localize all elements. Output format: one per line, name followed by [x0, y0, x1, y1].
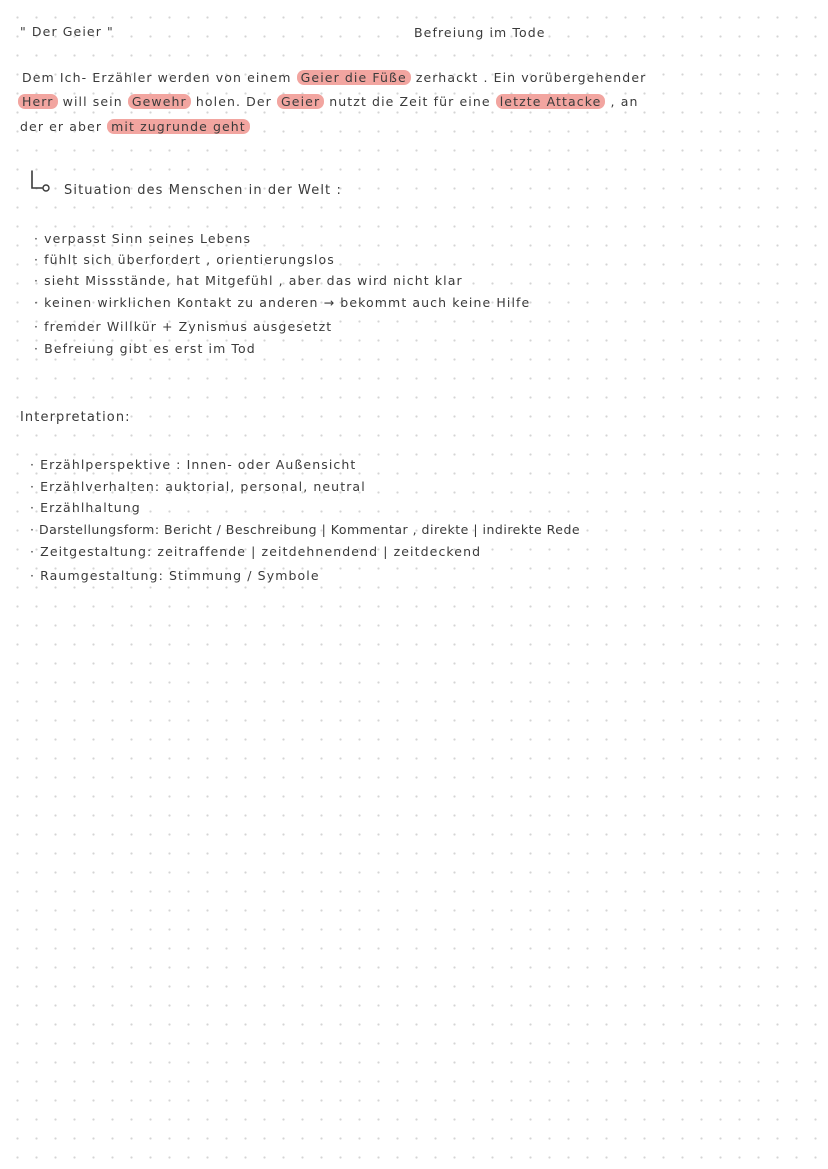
list-item-text: Befreiung gibt es erst im Tod [44, 341, 256, 356]
summary-text: will sein [62, 94, 128, 109]
list-item-text: verpasst Sinn seines Lebens [44, 231, 252, 246]
list-item-text: Darstellungsform: Bericht / Beschreibung | Kommentar , direkte | indirekte Rede [38, 522, 581, 537]
list-item: · Erzählhaltung [30, 500, 141, 515]
page-title: " Der Geier " [20, 24, 114, 39]
list-item: · Raumgestaltung: Stimmung / Symbole [30, 568, 320, 583]
highlight: Geier die Füße [297, 70, 411, 85]
list-item-text: sieht Missstände, hat Mitgefühl , aber das wird nicht klar [44, 273, 463, 288]
list-item: · Darstellungsform: Bericht / Beschreibung | Kommentar , direkte | indirekte Rede [30, 522, 581, 537]
list-item-text: fremder Willkür + Zynismus ausgesetzt [44, 319, 333, 334]
highlight: Geier [277, 94, 324, 109]
highlight: mit zugrunde geht [107, 119, 250, 134]
list-item-text: Erzählverhalten: auktorial, personal, neutral [40, 479, 366, 494]
list-item: · Befreiung gibt es erst im Tod [34, 341, 256, 356]
summary-text: zerhackt . Ein vorübergehender [415, 70, 647, 85]
list-item: · sieht Missstände, hat Mitgefühl , aber das wird nicht klar [34, 273, 463, 288]
summary-line-3 [20, 119, 250, 134]
list-item: · Erzählverhalten: auktorial, personal, neutral [30, 479, 366, 494]
list-item: · verpasst Sinn seines Lebens [34, 231, 252, 246]
page-subtitle: Befreiung im Tode [414, 25, 546, 40]
list-item: · fremder Willkür + Zynismus ausgesetzt [34, 319, 333, 334]
list-item: · Zeitgestaltung: zeitraffende | zeitdehnendend | zeitdeckend [30, 544, 482, 559]
highlight: letzte Attacke [496, 94, 606, 109]
list-item-text: Erzählhaltung [40, 500, 141, 515]
summary-line-1 [22, 70, 646, 85]
list-item-text: Zeitgestaltung: zeitraffende | zeitdehnendend | zeitdeckend [40, 544, 482, 559]
summary-text: , an [610, 94, 639, 109]
list-item-text: keinen wirklichen Kontakt zu anderen → bekommt auch keine Hilfe [44, 295, 531, 310]
hook-arrow-icon [26, 168, 56, 198]
list-item-text: fühlt sich überfordert , orientierungslos [44, 252, 335, 267]
situation-heading: Situation des Menschen in der Welt : [64, 183, 342, 198]
highlight: Gewehr [128, 94, 191, 109]
summary-text: Dem Ich- Erzähler werden von einem [22, 70, 292, 85]
list-item: · Erzählperspektive : Innen- oder Außensicht [30, 457, 357, 472]
list-item: · fühlt sich überfordert , orientierungslos [34, 252, 335, 267]
summary-text: holen. Der [195, 94, 277, 109]
list-item-text: Raumgestaltung: Stimmung / Symbole [40, 568, 320, 583]
list-item-text: Erzählperspektive : Innen- oder Außensicht [40, 457, 357, 472]
list-item: · keinen wirklichen Kontakt zu anderen → bekommt auch keine Hilfe [34, 295, 531, 310]
summary-text: der er aber [20, 119, 108, 134]
highlight: Herr [18, 94, 58, 109]
summary-text: nutzt die Zeit für eine [329, 94, 496, 109]
summary-line-2 [18, 94, 638, 109]
interpretation-heading: Interpretation: [20, 410, 131, 425]
